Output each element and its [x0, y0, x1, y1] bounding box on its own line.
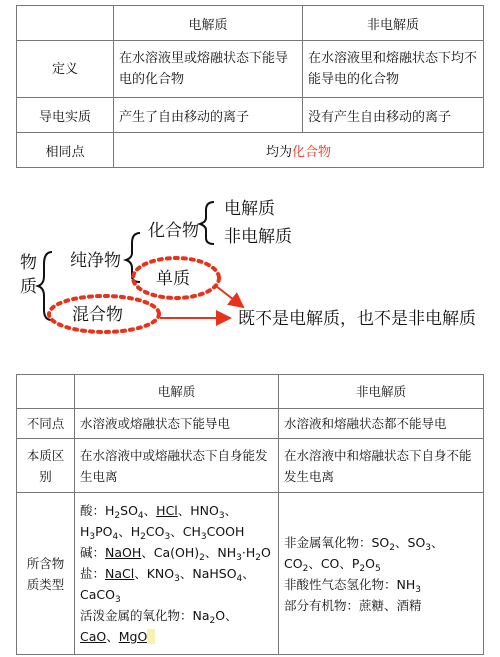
definition-non-electrolyte: 在水溶液里和熔融状态下均不能导电的化合物	[303, 41, 484, 98]
header-empty	[17, 375, 75, 409]
essence-electrolyte: 产生了自由移动的离子	[114, 98, 303, 133]
common-prefix: 均为	[265, 144, 292, 160]
matter-char-2: 质	[20, 277, 37, 297]
non-electrolyte-label: 非电解质	[224, 227, 292, 247]
classification-diagram	[0, 180, 500, 340]
common-cell	[114, 133, 484, 168]
header-non-electrolyte: 非电解质	[279, 375, 484, 409]
row-definition-label: 定义	[17, 41, 114, 98]
types-non-electrolyte: 非金属氧化物：$SO_2$、$SO_3$、 $CO_2$、CO、$P_2O_5$ 非酸性气态氢化物：$NH_3$ 部分有机物：蔗糖、酒精	[279, 493, 484, 655]
header-electrolyte: 电解质	[114, 6, 303, 41]
row-common-label: 相同点	[17, 133, 114, 168]
row-essence-label: 导电实质	[17, 98, 114, 133]
compound-brace	[200, 202, 214, 244]
definition-table	[16, 5, 484, 168]
neither-label: 既不是电解质，也不是非电解质	[238, 309, 476, 329]
common-highlight: 化合物	[292, 144, 332, 160]
essence-non-electrolyte: 在水溶液中和熔融状态下自身不能发生电离	[279, 439, 484, 493]
matter-char-1: 物	[20, 253, 37, 273]
row-difference-label: 不同点	[17, 409, 75, 439]
row-essence-label: 本质区别	[17, 439, 75, 493]
essence-non-electrolyte: 没有产生自由移动的离子	[303, 98, 484, 133]
types-electrolyte: 酸：$H_2SO_4$、HCl、$HNO_3$、 $H_3PO_4$、$H_2CO_3$、$CH_3COOH$ 碱：NaOH、$Ca(OH)_2$、$NH_3\cdot H_2O$ 盐：NaCl、$KNO_3$、NaHSO$_4$、 CaCO$_3$ 活泼金属的氧化物：$Na_2O$、 CaO、MgO	[75, 493, 279, 655]
electrolyte-label: 电解质	[224, 199, 275, 219]
difference-electrolyte: 水溶液或熔融状态下能导电	[75, 409, 279, 439]
row-types-label: 所含物质类型	[17, 493, 75, 655]
header-non-electrolyte: 非电解质	[303, 6, 484, 41]
essence-electrolyte: 在水溶液中或熔融状态下自身能发生电离	[75, 439, 279, 493]
element-arrow	[216, 286, 243, 307]
comparison-table	[16, 374, 484, 655]
pure-substance-label: 纯净物	[70, 251, 121, 271]
mixture-label: 混合物	[72, 305, 123, 325]
header-empty	[17, 6, 114, 41]
difference-non-electrolyte: 水溶液和熔融状态都不能导电	[279, 409, 484, 439]
definition-electrolyte: 在水溶液里或熔融状态下能导电的化合物	[114, 41, 303, 98]
header-electrolyte: 电解质	[75, 375, 279, 409]
element-label: 单质	[156, 269, 190, 289]
compound-label: 化合物	[148, 221, 199, 241]
